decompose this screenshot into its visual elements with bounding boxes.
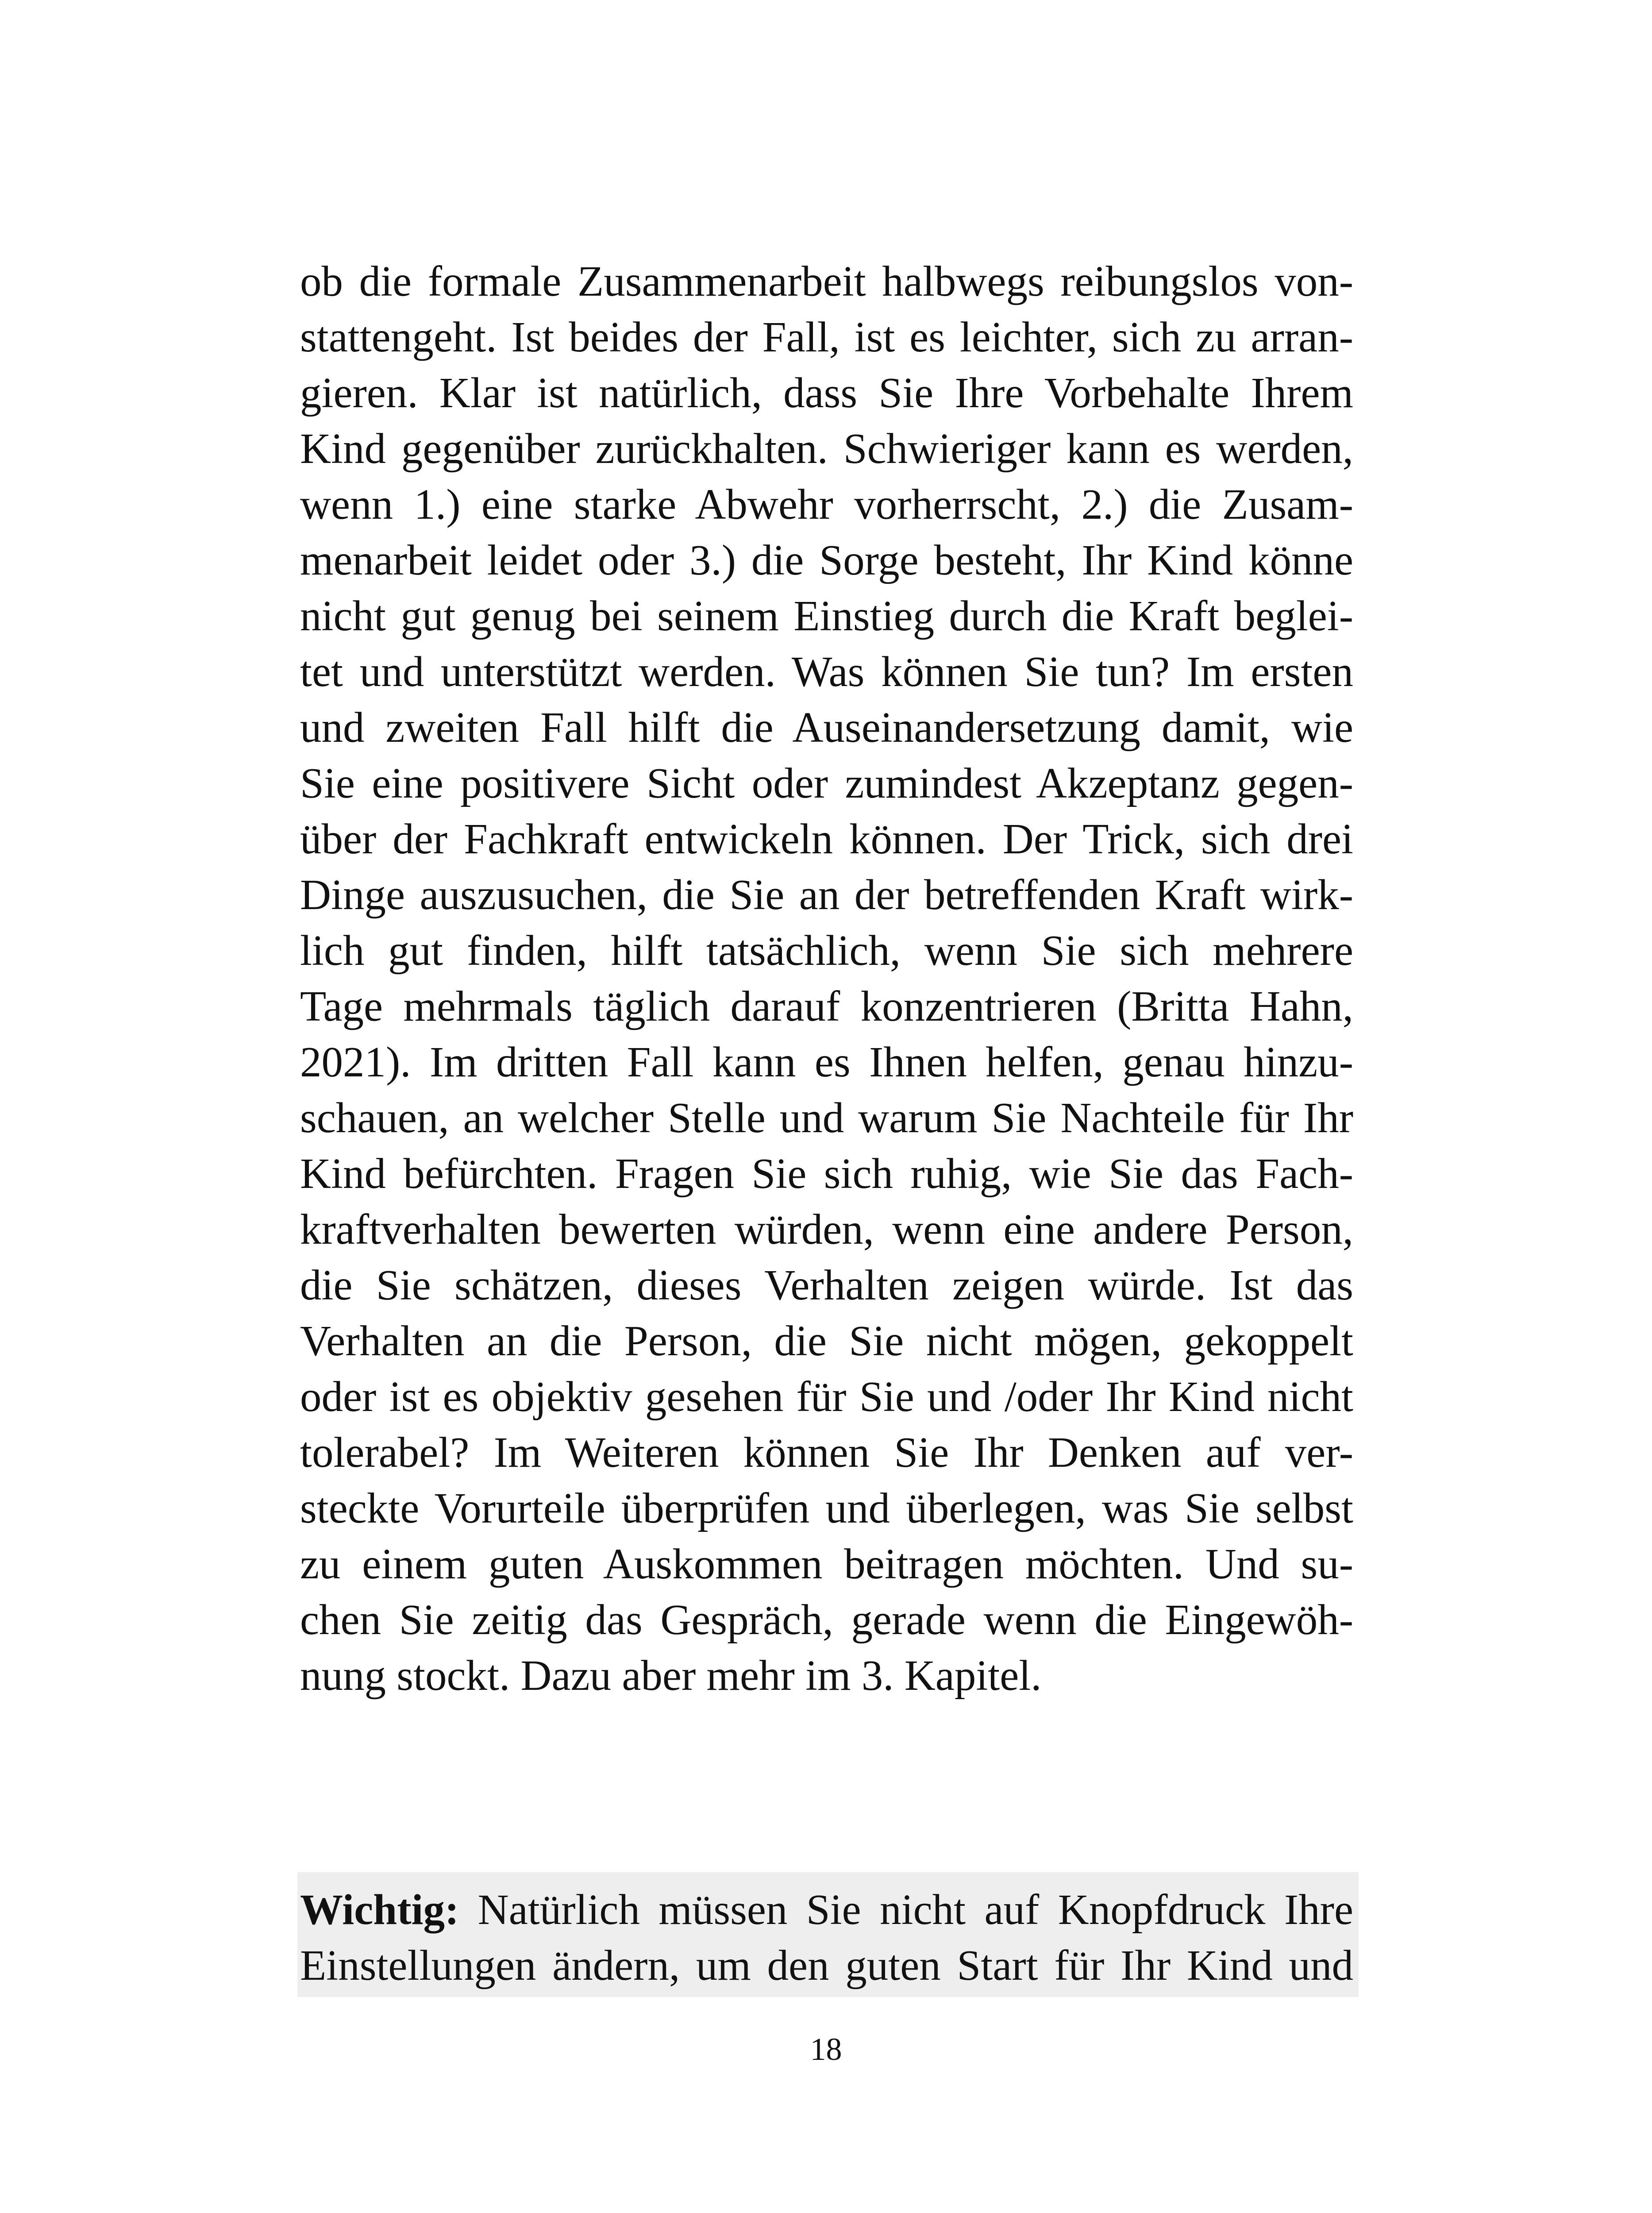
- text-line: nung stockt. Dazu aber mehr im 3. Kapitel.: [300, 1652, 1042, 1699]
- text-line: 2021). Im dritten Fall kann es Ihnen helfen, genau hinzu-: [300, 1038, 1353, 1086]
- callout-label: Wichtig:: [300, 1886, 459, 1933]
- text-line: steckte Vorurteile überprüfen und überlegen, was Sie selbst: [300, 1484, 1353, 1532]
- page-number: 18: [810, 2032, 842, 2067]
- text-line: gieren. Klar ist natürlich, dass Sie Ihre Vorbehalte Ihrem: [300, 369, 1353, 416]
- text-line: nicht gut genug bei seinem Einstieg durch die Kraft beglei-: [300, 592, 1353, 640]
- text-line: Tage mehrmals täglich darauf konzentrieren (Britta Hahn,: [300, 983, 1353, 1030]
- text-line: Verhalten an die Person, die Sie nicht mögen, gekoppelt: [300, 1317, 1353, 1365]
- text-line: Dinge auszusuchen, die Sie an der betreffenden Kraft wirk-: [300, 871, 1353, 918]
- callout-text: [300, 1882, 1353, 1993]
- text-line: chen Sie zeitig das Gespräch, gerade wenn die Eingewöh-: [300, 1596, 1353, 1643]
- callout-line: Einstellungen ändern, um den guten Start für Ihr Kind und: [300, 1942, 1353, 1989]
- text-line: tet und unterstützt werden. Was können Sie tun? Im ersten: [300, 648, 1353, 695]
- text-line: Kind gegenüber zurückhalten. Schwieriger kann es werden,: [300, 425, 1353, 472]
- text-line: menarbeit leidet oder 3.) die Sorge besteht, Ihr Kind könne: [300, 536, 1353, 584]
- text-line: oder ist es objektiv gesehen für Sie und /oder Ihr Kind nicht: [300, 1373, 1353, 1420]
- text-line: ob die formale Zusammenarbeit halbwegs reibungslos von-: [300, 258, 1353, 305]
- callout-text-start: Natürlich müssen Sie nicht auf Knopfdruck Ihre: [459, 1886, 1353, 1933]
- text-line: wenn 1.) eine starke Abwehr vorherrscht, 2.) die Zusam-: [300, 481, 1353, 528]
- text-line: und zweiten Fall hilft die Auseinandersetzung damit, wie: [300, 704, 1353, 751]
- text-line: Sie eine positivere Sicht oder zumindest Akzeptanz gegen-: [300, 760, 1353, 807]
- text-line: schauen, an welcher Stelle und warum Sie Nachteile für Ihr: [300, 1094, 1353, 1141]
- callout-line: [300, 1882, 1353, 1938]
- text-line: lich gut finden, hilft tatsächlich, wenn Sie sich mehrere: [300, 927, 1353, 974]
- text-line: Kind befürchten. Fragen Sie sich ruhig, wie Sie das Fach-: [300, 1150, 1353, 1197]
- important-callout-box: [297, 1872, 1359, 1997]
- body-paragraph: [300, 254, 1353, 1704]
- text-line: kraftverhalten bewerten würden, wenn eine andere Person,: [300, 1206, 1353, 1253]
- text-line: stattengeht. Ist beides der Fall, ist es leichter, sich zu arran-: [300, 313, 1353, 361]
- text-line: tolerabel? Im Weiteren können Sie Ihr Denken auf ver-: [300, 1429, 1353, 1476]
- text-line: die Sie schätzen, dieses Verhalten zeigen würde. Ist das: [300, 1261, 1353, 1309]
- text-line: zu einem guten Auskommen beitragen möchten. Und su-: [300, 1540, 1353, 1588]
- text-line: über der Fachkraft entwickeln können. Der Trick, sich drei: [300, 815, 1353, 863]
